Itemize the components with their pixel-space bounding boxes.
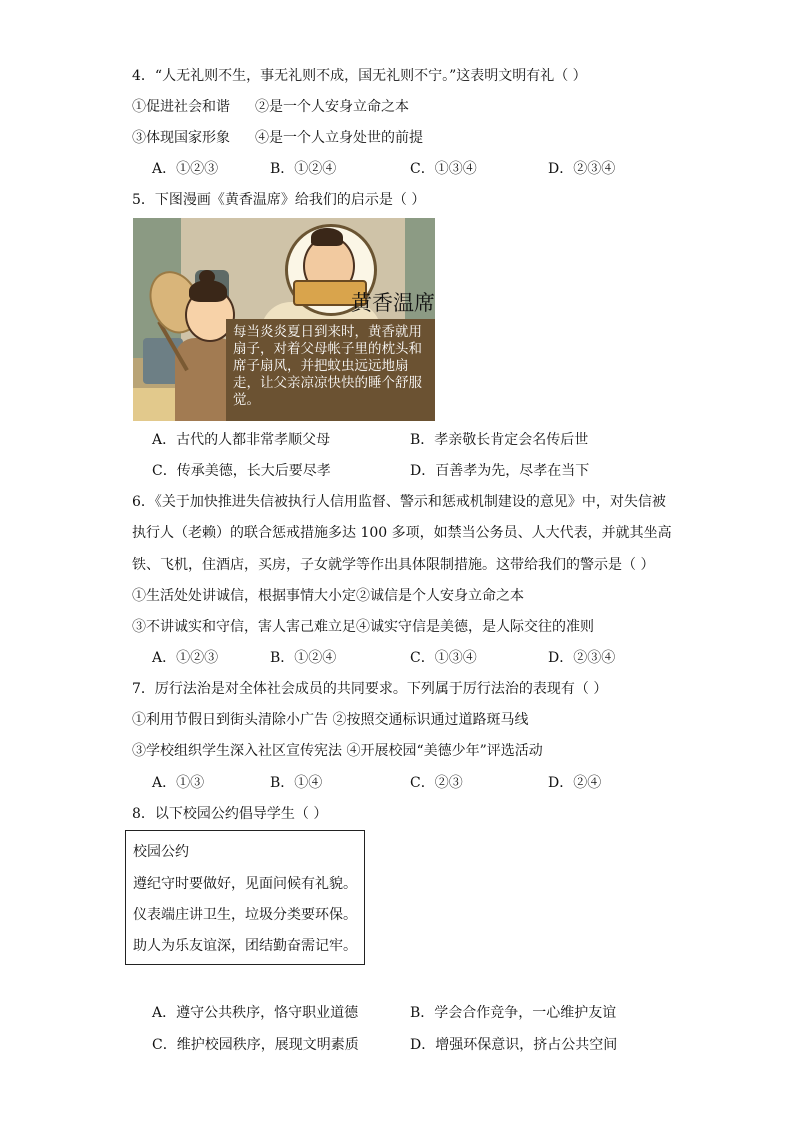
q8-stem: 8．以下校园公约倡导学生（ ） <box>132 806 328 822</box>
q6-option-b: B．①②④ <box>270 650 337 666</box>
q4-option-a: A．①②③ <box>152 161 219 177</box>
q8-option-d: D．增强环保意识，挤占公共空间 <box>410 1037 618 1053</box>
q7-stem: 7．厉行法治是对全体社会成员的共同要求。下列属于厉行法治的表现有（ ） <box>132 681 608 697</box>
q7-option-d: D．②④ <box>548 775 602 791</box>
q6-option-d: D．②③④ <box>548 650 616 666</box>
q4-stem: 4．“人无礼则不生，事无礼则不成，国无礼则不宁。”这表明文明有礼（ ） <box>132 68 587 84</box>
pledge-title: 校园公约 <box>133 844 189 860</box>
pledge-line-2: 仪表端庄讲卫生，垃圾分类要环保。 <box>133 907 357 923</box>
campus-pledge-box <box>125 830 365 965</box>
q7-option-c: C．②③ <box>410 775 463 791</box>
comic-boy-hair <box>189 280 227 302</box>
q6-statements-1-2: ①生活处处讲诚信，根据事情大小定②诚信是个人安身立命之本 <box>132 588 524 604</box>
comic-father-hair <box>311 228 343 246</box>
q6-stem-line-1: 6．《关于加快推进失信被执行人信用监督、警示和惩戒机制建设的意见》中，对失信被 <box>132 494 666 510</box>
q6-stem-line-3: 铁、飞机，住酒店，买房，子女就学等作出具体限制措施。这带给我们的警示是（ ） <box>132 557 655 573</box>
q4-statement-3: ③体现国家形象 <box>132 130 230 146</box>
q4-statement-2: ②是一个人安身立命之本 <box>255 99 409 115</box>
q5-option-c: C．传承美德，长大后要尽孝 <box>152 463 331 479</box>
q6-option-a: A．①②③ <box>152 650 219 666</box>
q6-option-c: C．①③④ <box>410 650 477 666</box>
q5-option-d: D．百善孝为先，尽孝在当下 <box>410 463 590 479</box>
q7-statements-3-4: ③学校组织学生深入社区宣传宪法 ④开展校园“美德少年”评选活动 <box>132 743 543 759</box>
q4-option-d: D．②③④ <box>548 161 616 177</box>
q4-option-c: C．①③④ <box>410 161 477 177</box>
comic-caption: 每当炎炎夏日到来时，黄香就用扇子，对着父母帐子里的枕头和席子扇风，并把蚊虫远远地扇走，让父亲凉凉快快的睡个舒服觉。 <box>226 319 435 421</box>
pledge-line-1: 遵纪守时要做好，见面问候有礼貌。 <box>133 876 357 892</box>
q7-option-b: B．①④ <box>270 775 323 791</box>
comic-title: 黄香温席 <box>351 291 435 315</box>
q7-statements-1-2: ①利用节假日到街头清除小广告 ②按照交通标识通过道路斑马线 <box>132 712 529 728</box>
q6-stem-line-2: 执行人（老赖）的联合惩戒措施多达 100 多项，如禁当公务员、人大代表，并就其坐高 <box>132 525 672 541</box>
q5-option-b: B．孝亲敬长肯定会名传后世 <box>410 432 589 448</box>
huangxiang-comic-image <box>133 218 435 421</box>
q8-option-c: C．维护校园秩序，展现文明素质 <box>152 1037 359 1053</box>
q4-statement-1: ①促进社会和谐 <box>132 99 230 115</box>
q5-option-a: A．古代的人都非常孝顺父母 <box>152 432 331 448</box>
q7-option-a: A．①③ <box>152 775 205 791</box>
q5-stem: 5．下图漫画《黄香温席》给我们的启示是（ ） <box>132 192 426 208</box>
q6-statements-3-4: ③不讲诚实和守信，害人害己难立足④诚实守信是美德，是人际交往的准则 <box>132 619 594 635</box>
q4-statement-4: ④是一个人立身处世的前提 <box>255 130 423 146</box>
q8-option-a: A．遵守公共秩序，恪守职业道德 <box>152 1005 359 1021</box>
q4-option-b: B．①②④ <box>270 161 337 177</box>
q8-option-b: B．学会合作竞争，一心维护友谊 <box>410 1005 617 1021</box>
pledge-line-3: 助人为乐友谊深，团结勤奋需记牢。 <box>133 938 357 954</box>
